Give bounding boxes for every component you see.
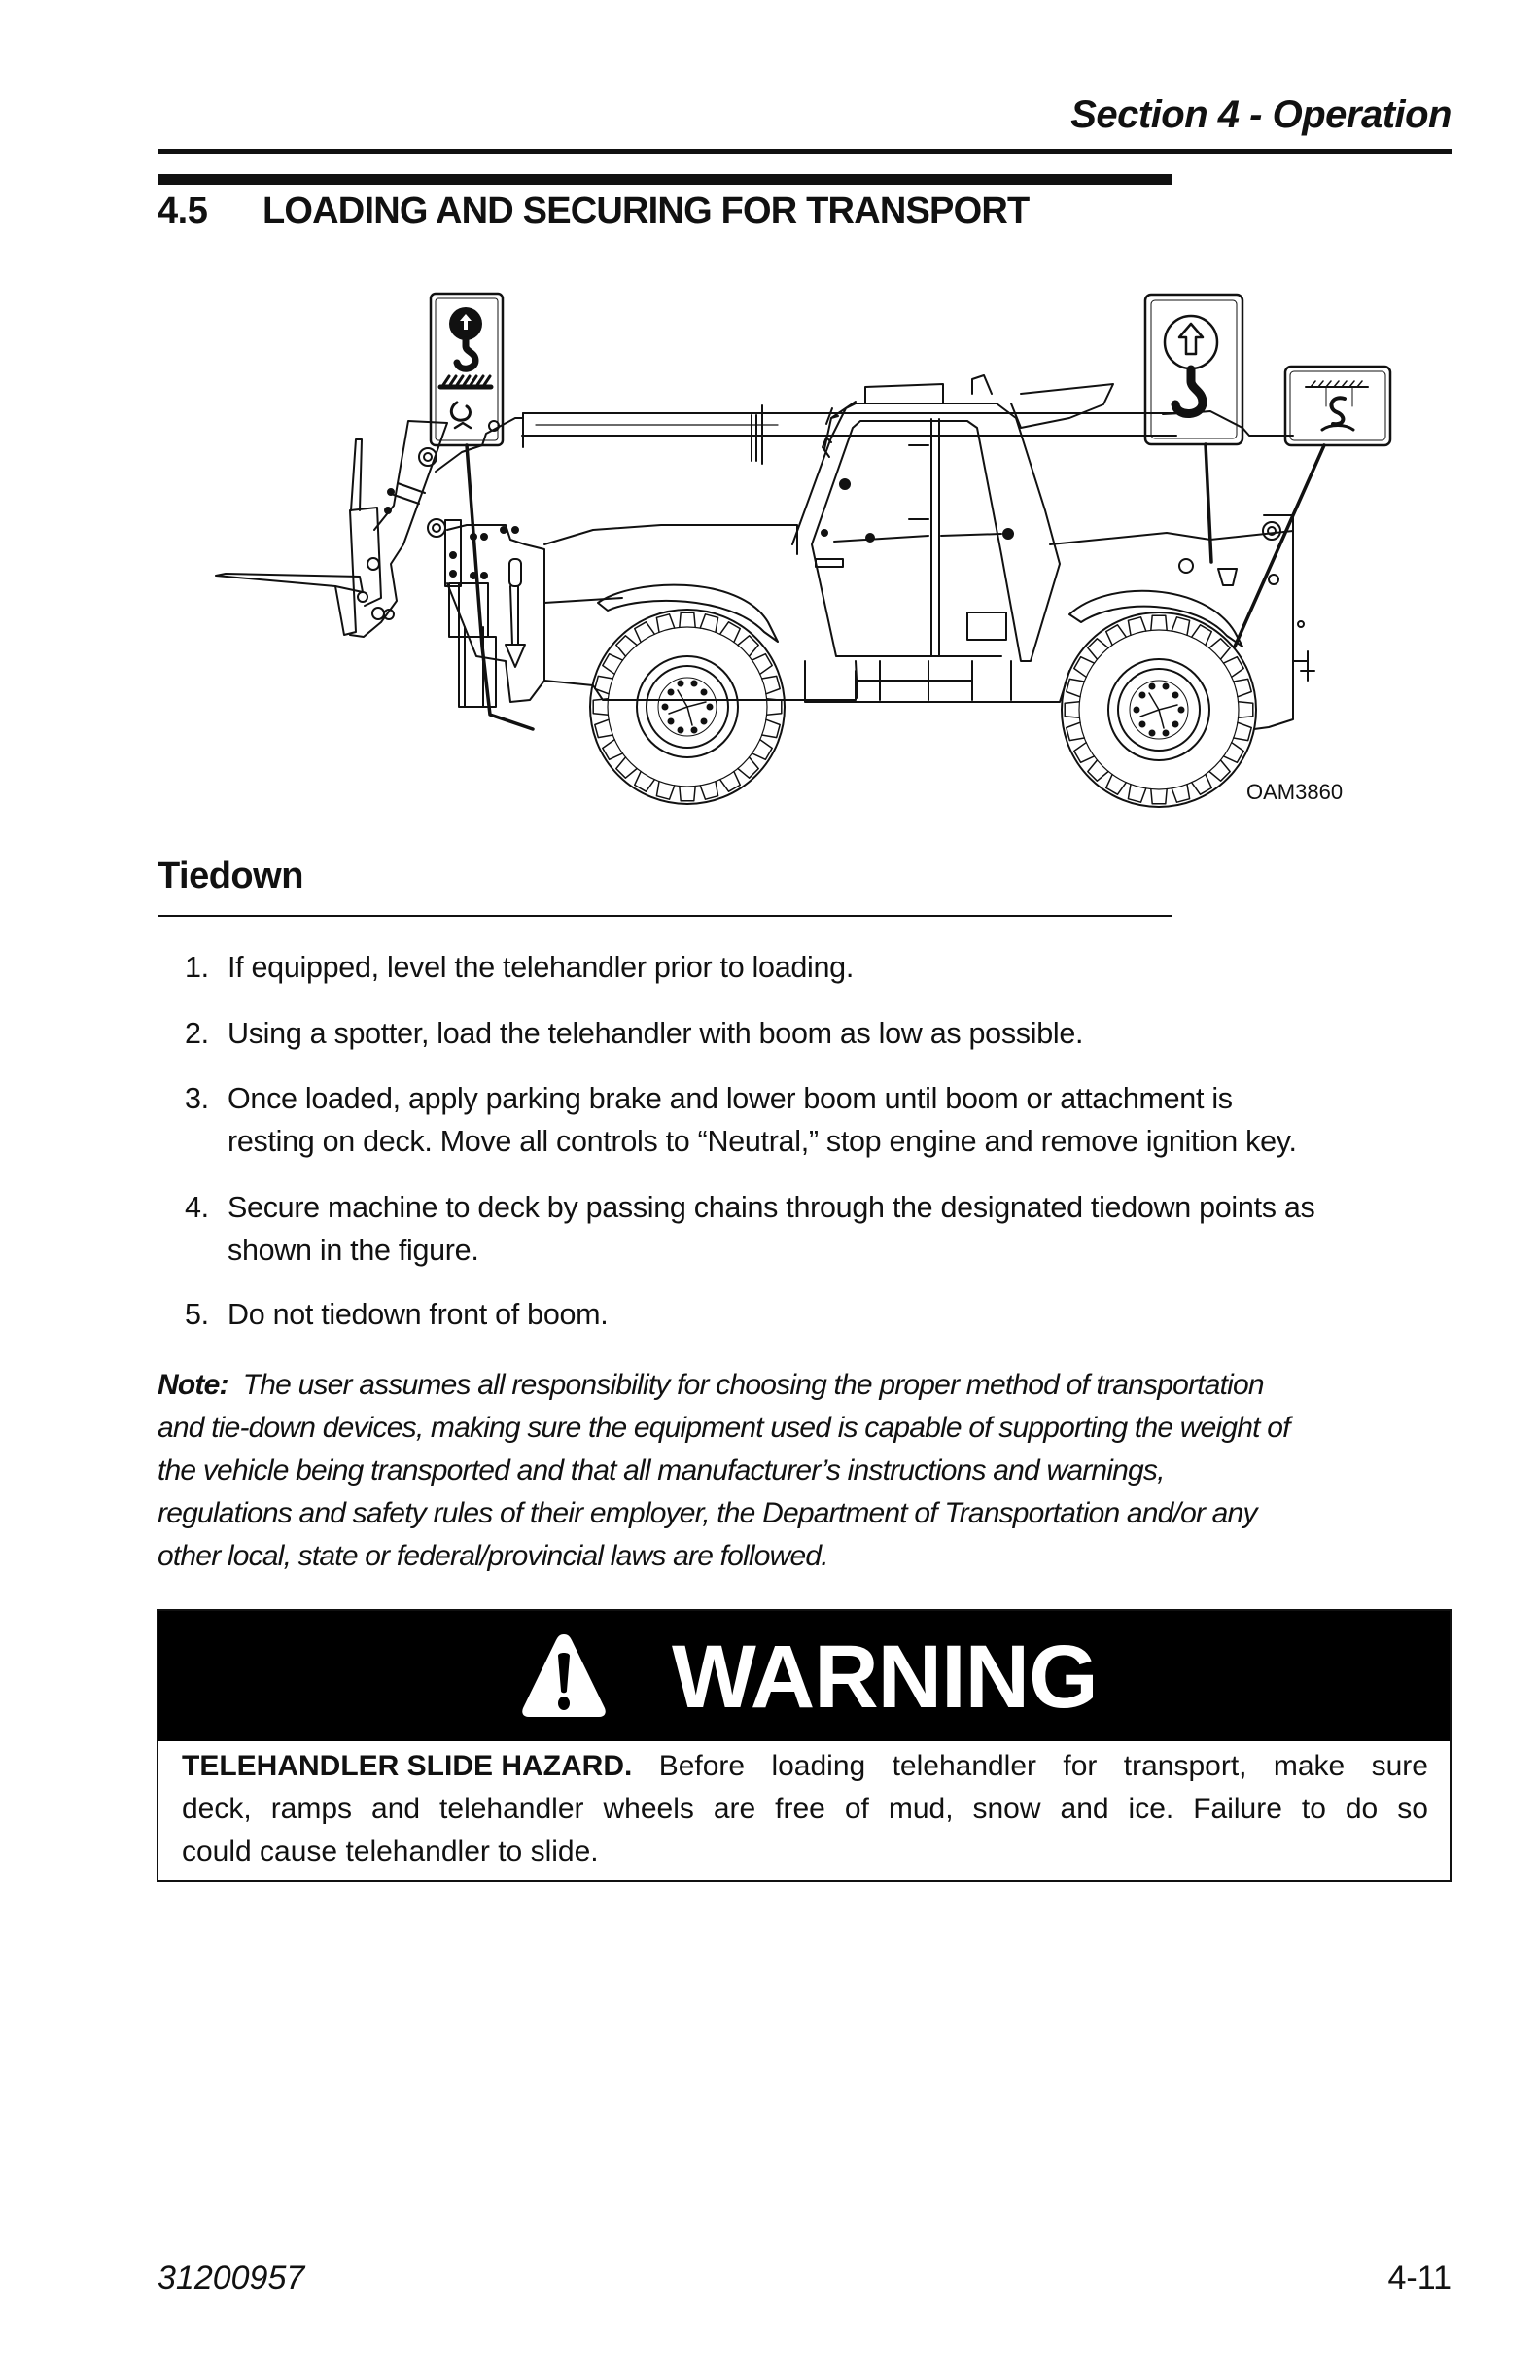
note-text: and tie-down devices, making sure the equipment used is capable of supporting the weight of [158, 1412, 1290, 1444]
warning-word: snow [972, 1793, 1041, 1825]
leader-line [1235, 445, 1324, 647]
warning-word: wheels [603, 1793, 694, 1825]
warning-word: Before [658, 1750, 746, 1782]
document-number: 31200957 [158, 2259, 305, 2296]
tire-tread [1239, 702, 1253, 718]
warning-body [182, 1745, 1428, 1873]
rear-wheel [1062, 612, 1256, 807]
warning-word: make [1273, 1750, 1346, 1782]
step-text: resting on deck. Move all controls to “Neutral,” stop engine and remove ignition key. [228, 1125, 1297, 1158]
warning-word: to [1301, 1793, 1326, 1825]
step-number: 1. [185, 951, 209, 984]
running-header-section-title: Section 4 - Operation [1070, 93, 1452, 136]
leader-line [1206, 444, 1211, 562]
figure-code: OAM3860 [1246, 780, 1344, 804]
warning-word: of [844, 1793, 869, 1825]
header-rule [158, 149, 1452, 154]
note-text: the vehicle being transported and that all manufacturer’s instructions and warnings, [158, 1454, 1165, 1487]
step-number: 4. [185, 1191, 209, 1224]
front-frame [445, 520, 544, 707]
telehandler-figure [0, 282, 1540, 826]
warning-word: transport, [1123, 1750, 1247, 1782]
cab [792, 375, 1113, 661]
warning-word: free [775, 1793, 825, 1825]
warning-triangle-icon [520, 1630, 608, 1720]
step-number: 2. [185, 1017, 209, 1050]
step-text: If equipped, level the telehandler prior to loading. [228, 951, 854, 984]
lift-hook-decal-icon [1145, 295, 1242, 444]
tire-tread [680, 612, 695, 627]
step-text: Using a spotter, load the telehandler with boom as low as possible. [228, 1017, 1084, 1050]
warning-word: telehandler [439, 1793, 584, 1825]
hazard-label: TELEHANDLER SLIDE HAZARD. [182, 1750, 633, 1782]
section-heading-bar [158, 174, 1172, 185]
step-text: Secure machine to deck by passing chains through the designated tiedown points as [228, 1191, 1315, 1224]
section-number: 4.5 [158, 191, 208, 231]
front-wheel [590, 610, 785, 804]
note-text: The user assumes all responsibility for choosing the proper method of transportation [242, 1369, 1264, 1401]
subsection-title: Tiedown [158, 856, 303, 896]
warning-word: and [371, 1793, 421, 1825]
warning-word: ice. [1128, 1793, 1174, 1825]
warning-word: mud, [888, 1793, 954, 1825]
warning-word: for [1063, 1750, 1098, 1782]
warning-header [158, 1611, 1450, 1741]
warning-word: ramps [270, 1793, 353, 1825]
tire-tread [1151, 789, 1167, 804]
section-title: LOADING AND SECURING FOR TRANSPORT [262, 191, 1030, 231]
warning-word: are [713, 1793, 756, 1825]
fork-carriage [216, 421, 447, 637]
subsection-rule [158, 915, 1172, 917]
warning-title: WARNING [672, 1628, 1098, 1727]
page-number: 4-11 [1387, 2259, 1452, 2296]
warning-word: deck, [182, 1793, 252, 1825]
warning-word: Failure [1193, 1793, 1282, 1825]
step-text: Do not tiedown front of boom. [228, 1298, 609, 1331]
warning-word: sure [1371, 1750, 1428, 1782]
rear-fender [1069, 591, 1242, 647]
leader-line [467, 445, 533, 729]
tire-tread [593, 699, 608, 715]
tiedown-decal-icon [1285, 367, 1390, 445]
step-text: Once loaded, apply parking brake and lower boom until boom or attachment is [228, 1082, 1233, 1115]
note-block [158, 1364, 1290, 1578]
tire-tread [1151, 615, 1167, 630]
warning-word: and [1060, 1793, 1109, 1825]
step-number: 5. [185, 1298, 209, 1331]
note-text: regulations and safety rules of their employer, the Department of Transportation and/or any [158, 1497, 1257, 1529]
warning-word: telehandler [892, 1750, 1037, 1782]
warning-word: so [1397, 1793, 1428, 1825]
step-number: 3. [185, 1082, 209, 1115]
warning-word: do [1345, 1793, 1379, 1825]
tire-tread [1065, 702, 1079, 718]
note-label: Note: [158, 1369, 228, 1401]
warning-box [157, 1609, 1452, 1882]
note-text: other local, state or federal/provincial laws are followed. [158, 1540, 828, 1572]
tire-tread [680, 787, 695, 801]
step-text: shown in the figure. [228, 1234, 479, 1267]
warning-word: loading [771, 1750, 866, 1782]
tire-tread [767, 699, 782, 715]
warning-text: could cause telehandler to slide. [182, 1836, 599, 1868]
